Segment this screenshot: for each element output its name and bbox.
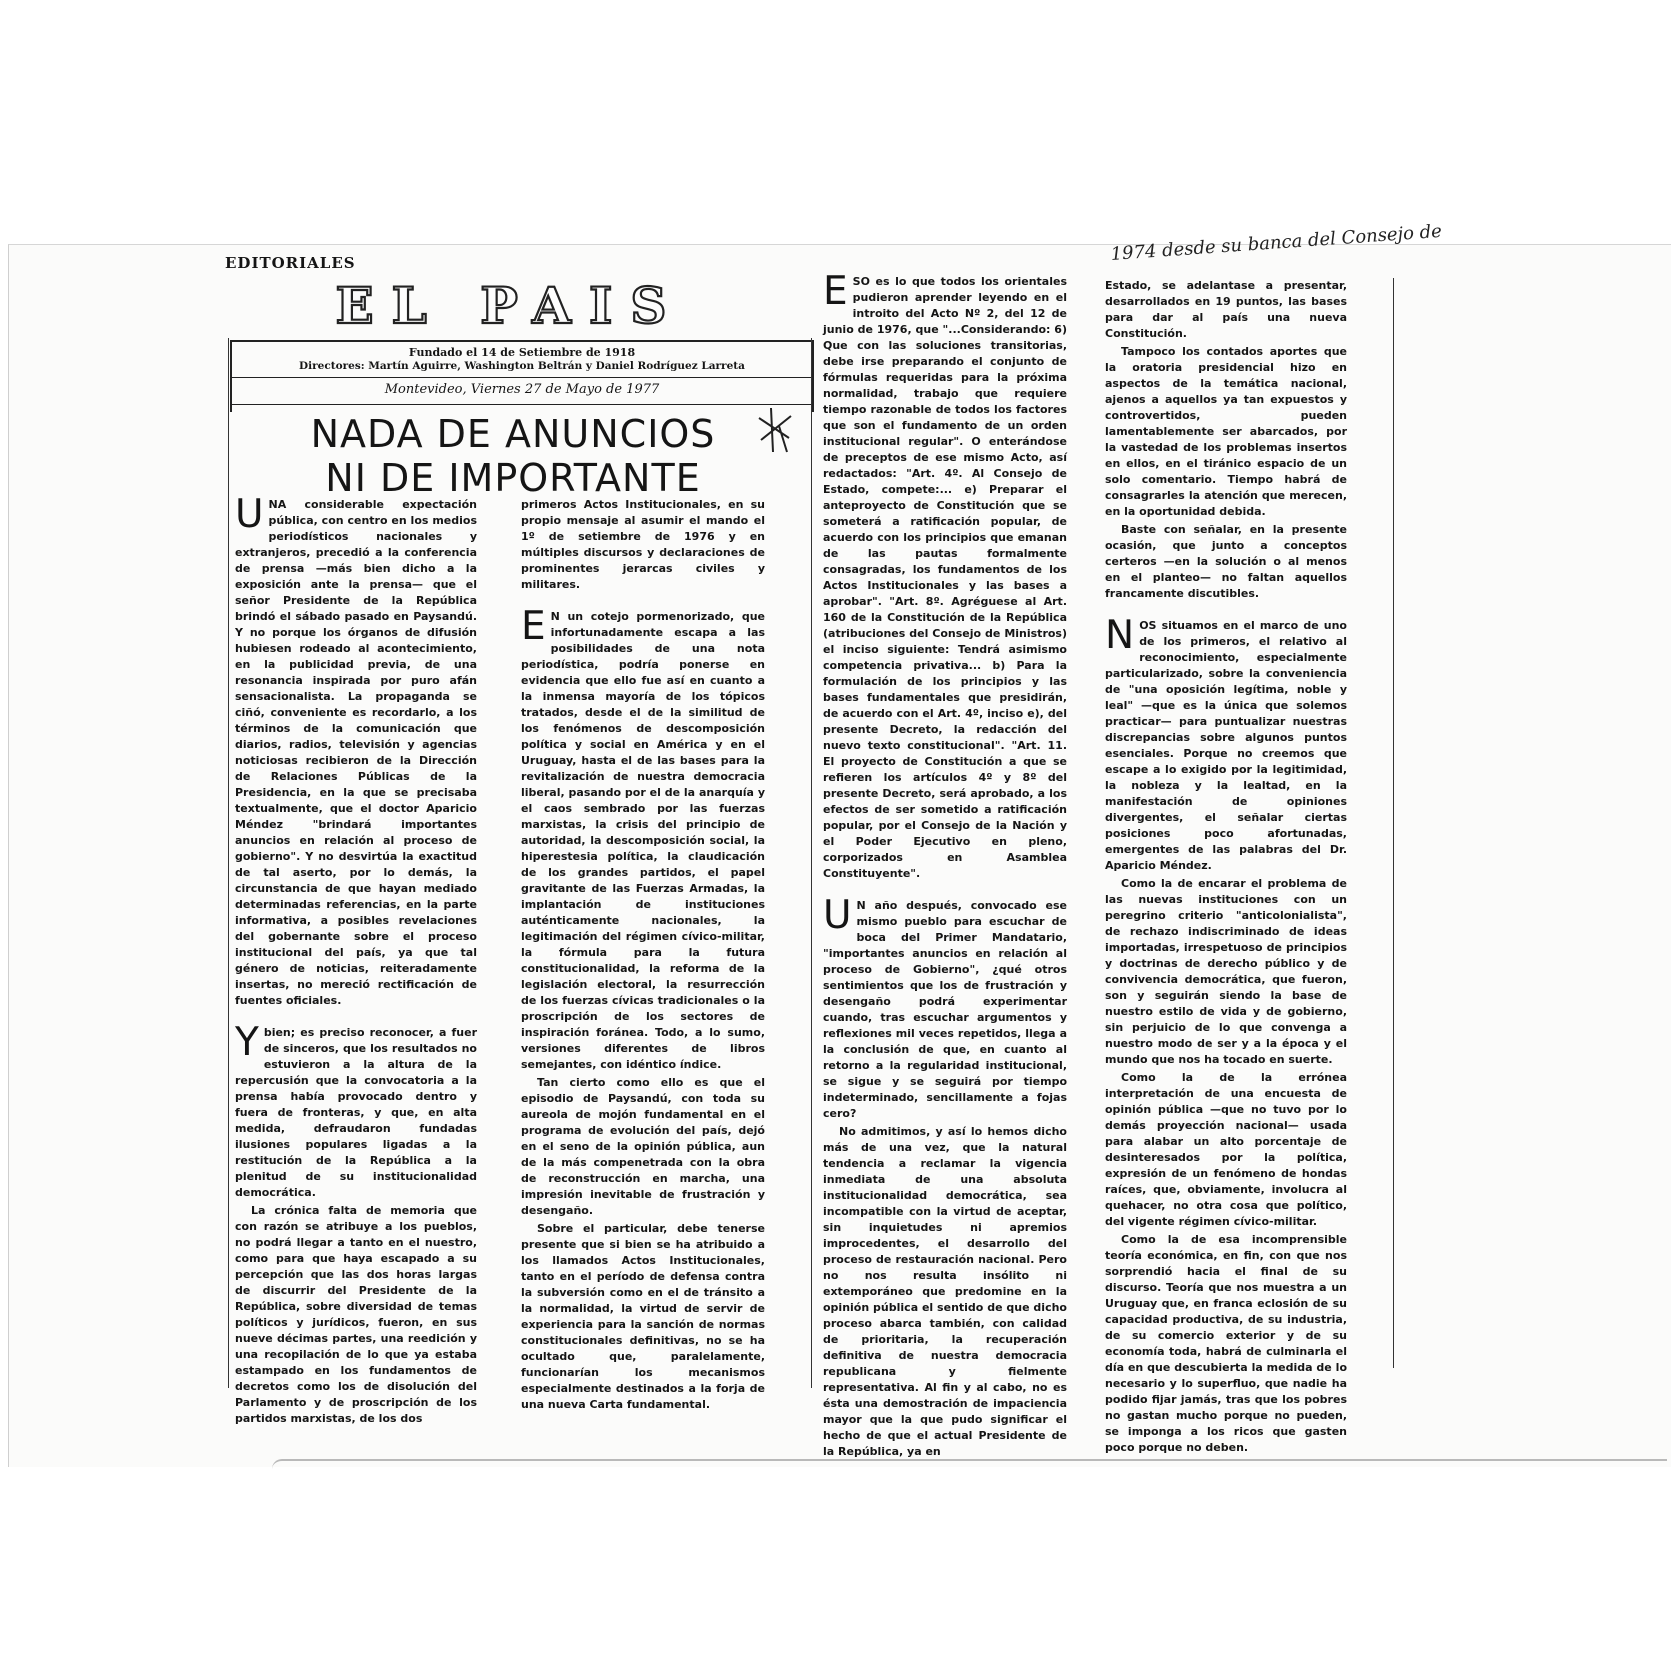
column-rule — [1393, 278, 1394, 1368]
masthead: EL PAIS — [335, 276, 685, 335]
paragraph: primeros Actos Institucionales, en su propio mensaje al asumir el mando el 1º de setiembre de 1976 y en múltiples discursos y declaraciones de prominentes jerarcas civiles y militares. — [521, 498, 765, 591]
paragraph: Tan cierto como ello es que el episodio de Paysandú, con toda su aureola de mojón fundamental en el programa de evolución del país, dejó en el seno de la opinión pública, aun de la más compenetrada con la obra de reconstrucción en marcha, una impresión inevitable de frustración y desengaño. — [521, 1076, 765, 1217]
paragraph: ESO es lo que todos los orientales pudieron aprender leyendo en el introito del Acto Nº 2, del 12 de junio de 1976, que "...Considerando: 6) Que con las soluciones transitorias, debe irse preparando el conjunto de fórmulas requeridas para la próxima normalidad, trabajo que requiere tiempo razonable de todos los factores que son el fundamento de un orden institucional regular". O enterándose de preceptos de ese mismo Acto, así redactados: "Art. 4º. Al Consejo de Estado, compete:... e) Preparar el anteproyecto de Constitución que se someterá a ratificación popular, de acuerdo con los principios que emanan de las pautas formalmente consagradas, los fundamentos de los Actos Institucionales y las bases a aprobar". "Art. 8º. Agréguese al Art. 160 de la Constitución de la República (atribuciones del Consejo de Ministros) el inciso siguiente: Tendrá asimismo competencia privativa... b) Para la formulación de los principios y las bases fundamentales que presidirán, de acuerdo con el Art. 4º, inciso e), del presente Decreto, la redacción del nuevo texto constitucional". "Art. 11. El proyecto de Constitución a que se refieren los artículos 4º y 8º del presente Decreto, será aprobado, a los efectos de ser sometido a ratificación popular, por el Consejo de la Nación y el Poder Ejecutivo en pleno, corporizados en Asamblea Constituyente". — [823, 269, 1067, 880]
column-rule — [228, 338, 229, 1388]
drop-cap: E — [823, 269, 848, 314]
column-rule — [811, 338, 812, 1388]
paragraph: Como la de esa incomprensible teoría económica, en fin, con que nos sorprendió hacia el final de su discurso. Teoría que nos muestra a un Uruguay que, en franca eclosión de su capacidad productiva, de su industria, de su comercio exterior y de su economía toda, habrá de culminarla el día en que descubierta la medida de lo necesario y lo superfluo, que nadie ha podido fijar jamás, tras que los pobres no gastan mucho porque no pueden, se imponga a los ricos que gasten poco porque no deben. — [1105, 1233, 1347, 1454]
paragraph: E N un cotejo pormenorizado, que infortunadamente escapa a las posibilidades de una nota periodística, podría ponerse en evidencia que ello fue así en cuanto a la inmensa mayoría de los tópicos tratados, desde el de la similitud de los fenómenos de descomposición política y social en América y en el Uruguay, hasta el de las bases para la revitalización de nuestra democracia liberal, pasando por el de la anarquía y el caos sembrado por las fuerzas marxistas, la crisis del principio de autoridad, la descomposición social, la hiperestesia política, la claudicación de los grandes partidos, el papel gravitante de las Fuerzas Armadas, la implantación de instituciones auténticamente nacionales, la legitimación del régimen cívico-militar, la fórmula para la futura constitucionalidad, la reforma de la legislación electoral, la resurrección de los fuerzas cívicas tradicionales o la proscripción de los sectores de inspiración foránea. Todo, a lo sumo, versiones diferentes de libros semejantes, con idéntico índice. — [521, 604, 765, 1071]
paragraph: U N año después, convocado ese mismo pueblo para escuchar de boca del Primer Mandatario, "importantes anuncios en relación al proceso de Gobierno", ¿qué otros sentimientos que los de frustración y desengaño podrá experimentar cuando, tras escuchar argumentos y reflexiones mil veces repetidos, llega a la conclusión de que, en cuanto al retorno a la regularidad institucional, se sigue y se seguirá por tiempo indeterminado, sencillamente a fojas cero? — [823, 893, 1067, 1120]
paper-edge — [272, 1459, 1667, 1469]
asterisk-mark-icon — [753, 404, 797, 456]
drop-cap: E — [521, 604, 546, 649]
paragraph: UNA considerable expectación pública, con centro en los medios periodísticos nacionales y extranjeros, precedió a la conferencia de prensa —más bien dicho a la exposición ante la prensa— que el señor Presidente de la República brindó el sábado pasado en Paysandú. Y no porque los órganos de difusión hubiesen rodeado al acontecimiento, en la publicidad previa, de una resonancia inspirada por puro afán sensacionalista. La propaganda se ciñó, conveniente es recordarlo, a los términos de la comunicación que diarios, radios, televisión y agencias noticiosas recibieron de la Dirección de Relaciones Públicas de la Presidencia, en la que se precisaba textualmente, que el doctor Aparicio Méndez "brindará importantes anuncios en relación al proceso de gobierno". Y no desvirtúa la exactitud de tal aserto, por lo demás, la circunstancia de que hayan mediado determinadas referencias, en la parte informativa, a posibles revelaciones del gobernante sobre el proceso institucional del país, ya que tal género de noticias, reiteradamente insertas, no mereció rectificación de fuentes oficiales. — [235, 492, 477, 1007]
paragraph: Baste con señalar, en la presente ocasión, que junto a conceptos certeros —en la solución o al menos en el planteo— no faltan aquellos francamente discutibles. — [1105, 523, 1347, 600]
column-1 — [235, 492, 477, 1425]
dateline: Montevideo, Viernes 27 de Mayo de 1977 — [384, 382, 660, 397]
paragraph: Estado, se adelantase a presentar, desarrollados en 19 puntos, las bases para dar al país una nueva Constitución. — [1105, 279, 1347, 340]
paragraph: Sobre el particular, debe tenerse presente que si bien se ha atribuido a los llamados Actos Institucionales, tanto en el período de defensa contra la subversión como en el de tránsito a la normalidad, la virtud de servir de experiencia para la sanción de normas constitucionales definitivas, no se ha ocultado que, paralelamente, funcionarían los mecanismos especialmente destinados a la forja de una nueva Carta fundamental. — [521, 1222, 765, 1411]
rule — [232, 404, 812, 405]
section-label: EDITORIALES — [225, 254, 356, 272]
paragraph: Tampoco los contados aportes que la oratoria presidencial hizo en aspectos de la temática nacional, ajenos a aquellos ya tan expuestos y controvertidos, pueden lamentablemente ser abarcados, por la vastedad de los problemas insertos en ellos, en el tiránico espacio de un solo comentario. Tiempo habrá de consagrarles la atención que merecen, en la oportunidad debida. — [1105, 345, 1347, 518]
rule — [232, 377, 812, 378]
column-2 — [521, 497, 765, 1411]
paragraph: La crónica falta de memoria que con razón se atribuye a los pueblos, no podrá llegar a tanto en el nuestro, como para que haya escapado a su percepción que las dos horas largas de discurrir del Presidente de la República, sobre diversidad de temas políticos y jurídicos, fueron, en sus nueve décimas partes, una reedición y una recopilación de lo que ya estaba estampado en los fundamentos de decretos como los de disolución del Parlamento y de proscripción de los partidos marxistas, de los dos — [235, 1204, 477, 1425]
drop-cap: N — [1105, 613, 1135, 658]
column-3 — [823, 269, 1067, 1458]
paragraph: Como la de encarar el problema de las nuevas instituciones con un peregrino criterio "anticolonialista", de rechazo indiscriminado de ideas importadas, irrespetuoso de principios y doctrinas de derecho público y de convivencia democrática, que fueron, son y seguirán siendo la base de nuestro estilo de vida y de gobierno, sin perjuicio de lo que convenga a nuestro modo de ser y a la época y el mundo que nos ha tocado en suerte. — [1105, 877, 1347, 1066]
headline — [253, 412, 773, 500]
column-4 — [1105, 278, 1347, 1454]
directors-line: Directores: Martín Aguirre, Washington Beltrán y Daniel Rodríguez Larreta — [299, 360, 745, 372]
paragraph: No admitimos, y así lo hemos dicho más de una vez, que la natural tendencia a reclamar la vigencia inmediata de una absoluta institucionalidad democrática, sea incompatible con la virtud de aceptar, sin inquietudes ni apremios improcedentes, el desarrollo del proceso de restauración nacional. Pero no nos resulta insólito ni extemporáneo que predomine en la opinión pública el sentido de que dicho proceso abarca también, con calidad de prioritaria, la recuperación definitiva de nuestra democracia republicana y fielmente representativa. Al fin y al cabo, no es ésta una demostración de impaciencia mayor que la que pudo significar el hecho de que el actual Presidente de la República, ya en — [823, 1125, 1067, 1458]
masthead-info — [230, 340, 814, 412]
headline-line-2: NI DE IMPORTANTE — [325, 456, 701, 500]
paragraph: Ybien; es preciso reconocer, a fuer de sinceros, que los resultados no estuvieron a la altura de la repercusión que la convocatoria a la prensa había provocado dentro y fuera de fronteras, y que, en alta medida, defraudaron fundadas ilusiones populares ligadas a la restitución de la República a la plenitud de su institucionalidad democrática. — [235, 1020, 477, 1199]
headline-line-1: NADA DE ANUNCIOS — [310, 412, 716, 456]
drop-cap: U — [235, 492, 264, 537]
drop-cap: Y — [235, 1020, 259, 1065]
newspaper-clipping — [225, 220, 1475, 1458]
paragraph: Como la de la errónea interpretación de una encuesta de opinión pública —que no tuvo por lo demás proyección nacional— usada para alabar un alto porcentaje de desinteresados por la política, expresión de un fenómeno de hondas raíces, que, obviamente, involucra al quehacer, no otra cosa que político, del vigente régimen cívico-militar. — [1105, 1071, 1347, 1228]
handwritten-note: 1974 desde su banca del Consejo de — [1110, 220, 1443, 265]
founded-line: Fundado el 14 de Setiembre de 1918 — [408, 346, 636, 359]
drop-cap: U — [823, 893, 852, 938]
paragraph: NOS situamos en el marco de uno de los primeros, el relativo al reconocimiento, especialmente particularizado, sobre la conveniencia de "una oposición legítima, noble y leal" —que es la única que solemos practicar— para puntualizar nuestras discrepancias sobre algunos puntos esenciales. Porque no creemos que escape a lo exigido por la legitimidad, la nobleza y la lealtad, en la manifestación de opiniones divergentes, el señalar ciertas posiciones poco afortunadas, emergentes de las palabras del Dr. Aparicio Méndez. — [1105, 613, 1347, 872]
